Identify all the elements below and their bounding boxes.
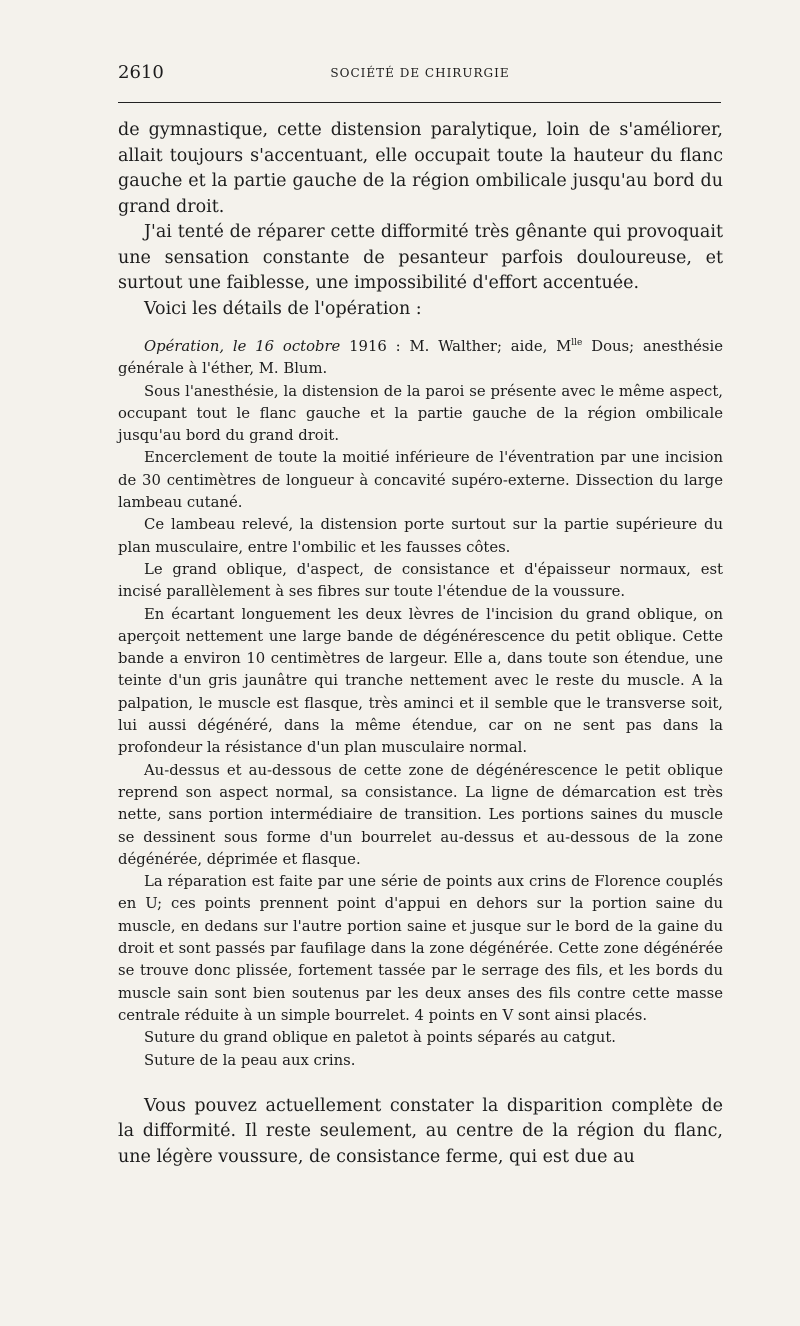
paragraph: Voici les détails de l'opération : xyxy=(144,298,422,319)
note-paragraph: Suture de la peau aux crins. xyxy=(144,1051,356,1069)
page-number: 2610 xyxy=(118,62,164,83)
running-title: SOCIÉTÉ DE CHIRURGIE xyxy=(330,66,510,80)
paragraph: J'ai tenté de réparer cette difformité très gênante qui provoquait une sensation constante de pesanteur parfois douloureuse, et surtout une faiblesse, une impossibilité d'effort accentuée. xyxy=(118,222,723,293)
note-paragraph: La réparation est faite par une série de points aux crins de Florence couplés en U; ces points prennent point d'appui en dehors sur la portion saine du muscle, en dedans sur l'autre portion saine et jusque sur le bord de la gaine du droit et sont passés par faufilage dans la zone dégénérée. Cette zone dégénérée se trouve donc plissée, fortement tassée par le serrage des fils, et les bords du muscle sain sont bien soutenus par les deux anses des fils contre cette masse centrale réduite à un simple bourrelet. 4 points en V sont ainsi placés. xyxy=(118,873,723,1024)
operation-staff: : M. Walther; aide, M xyxy=(395,338,572,355)
operation-label: Opération, le 16 octobre xyxy=(144,338,341,355)
note-paragraph: Suture du grand oblique en paletot à points séparés au catgut. xyxy=(144,1029,616,1047)
page-header xyxy=(118,62,722,88)
operation-heading xyxy=(118,336,723,381)
operation-sup: lle xyxy=(571,338,583,349)
operation-anesthesia: Dous; anesthésie générale à l'éther, M. Blum. xyxy=(118,338,723,378)
closing-paragraph: Vous pouvez actuellement constater la disparition complète de la difformité. Il reste seulement, au centre de la région du flanc, une légère voussure, de consistance ferme, qui est due au xyxy=(118,1095,723,1167)
note-paragraph: En écartant longuement les deux lèvres de l'incision du grand oblique, on aperçoit nettement une large bande de dégénérescence du petit oblique. Cette bande a environ 10 centimètres de largeur. Elle a, dans toute son étendue, une teinte d'un gris jaunâtre qui tranche nettement avec le reste du muscle. A la palpation, le muscle est flasque, très aminci et il semble que le transverse soit, lui aussi dégénéré, dans la même étendue, car on ne sent pas dans la profondeur la résistance d'un plan musculaire normal. xyxy=(118,605,723,757)
operation-notes xyxy=(118,336,723,1072)
operation-year: 1916 xyxy=(349,338,387,355)
note-paragraph: Le grand oblique, d'aspect, de consistance et d'épaisseur normaux, est incisé parallèlement à ses fibres sur toute l'étendue de la voussure. xyxy=(118,560,723,601)
page-body xyxy=(118,118,723,1170)
note-paragraph: Ce lambeau relevé, la distension porte surtout sur la partie supérieure du plan musculaire, entre l'ombilic et les fausses côtes. xyxy=(118,516,723,556)
note-paragraph: Sous l'anesthésie, la distension de la paroi se présente avec le même aspect, occupant tout le flanc gauche et la partie gauche de la région ombilicale jusqu'au bord du grand droit. xyxy=(118,382,723,445)
paragraph: de gymnastique, cette distension paralytique, loin de s'améliorer, allait toujours s'accentuant, elle occupait toute la hauteur du flanc gauche et la partie gauche de la région ombilicale jusqu'au bord du grand droit. xyxy=(118,120,723,217)
note-paragraph: Au-dessus et au-dessous de cette zone de dégénérescence le petit oblique reprend son aspect normal, sa consistance. La ligne de démarcation est très nette, sans portion intermédiaire de transition. Les portions saines du muscle se dessinent sous forme d'un bourrelet au-dessus et au-dessous de la zone dégénérée, déprimée et flasque. xyxy=(118,761,723,868)
note-paragraph: Encerclement de toute la moitié inférieure de l'éventration par une incision de 30 centimètres de longueur à concavité supéro-externe. Dissection du large lambeau cutané. xyxy=(118,449,723,512)
header-rule xyxy=(118,102,721,103)
